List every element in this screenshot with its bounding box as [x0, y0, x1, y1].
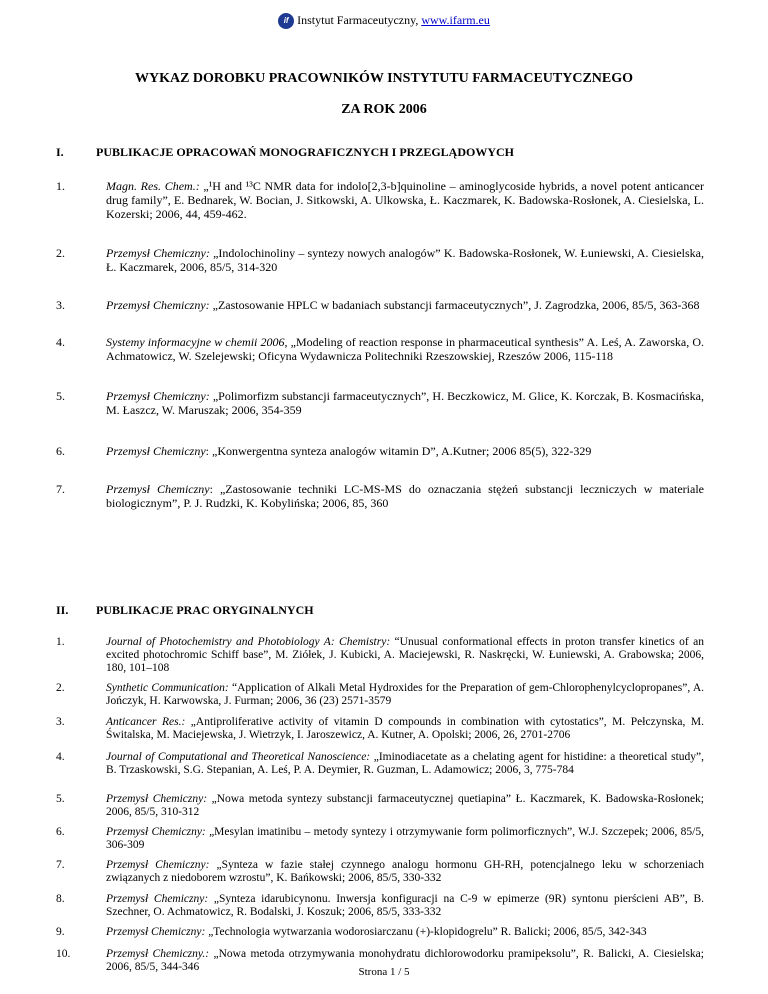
entry-number: 6.: [56, 826, 65, 838]
journal-name: Synthetic Communication:: [106, 682, 229, 694]
org-name: Instytut Farmaceutyczny,: [297, 13, 422, 27]
entry-text: „Iminodiacetate as a chelating agent for histidine: a theoretical study”, B. Trzaskowski, S.G. Stepanian, A. Leś, P. A. Deymier, R. Guzman, L. Adamowicz; 2006, 3, 775-784: [106, 751, 704, 776]
entry-text: “Unusual conformational effects in proton transfer kinetics of an excited photochromic Schiff base”, M. Ziółek, J. Kubicki, A. Maciejewski, R. Naskręcki, W. Łuniewski, A. Grabowska; 2006, 180, 101–108: [106, 636, 704, 674]
journal-name: Anticancer Res.:: [106, 716, 186, 728]
journal-name: Przemysł Chemiczny: [106, 482, 210, 496]
entry-number: 4.: [56, 335, 65, 349]
publication-entry: [56, 246, 704, 274]
entry-text: “Application of Alkali Metal Hydroxides for the Preparation of gem-Chlorophenylcyclopropanes”, A. Jończyk, H. Karwowska, J. Furman; 2006, 36 (23) 2571-3579: [106, 682, 705, 707]
entry-number: 7.: [56, 482, 65, 496]
journal-name: Przemysł Chemiczny:: [106, 926, 206, 938]
document-subtitle: ZA ROK 2006: [341, 102, 427, 117]
journal-name: Przemysł Chemiczny.:: [106, 948, 210, 960]
entry-text: „¹H and ¹³C NMR data for indolo[2,3-b]quinoline – aminoglycoside hybrids, a novel potent anticancer drug family”, E. Bednarek, W. Bocian, J. Sitkowski, A. Ulkowska, Ł. Kaczmarek, K. Badowska-Rosłonek, A. Ciesielska, L. Kozerski; 2006, 44, 459-462.: [106, 179, 704, 221]
section-heading-2: [56, 603, 314, 618]
journal-name: Przemysł Chemiczny: [106, 444, 206, 458]
journal-name: Przemysł Chemiczny:: [106, 793, 208, 805]
publication-entry: [56, 636, 704, 675]
publication-entry: [56, 859, 704, 885]
entry-number: 2.: [56, 682, 65, 694]
journal-name: Journal of Photochemistry and Photobiology A: Chemistry:: [106, 636, 391, 648]
entry-number: 7.: [56, 859, 65, 871]
page-footer: Strona 1 / 5: [358, 966, 410, 978]
entry-number: 5.: [56, 793, 65, 805]
website-link[interactable]: www.ifarm.eu: [421, 13, 490, 27]
publication-entry: [56, 682, 705, 708]
publication-entry: [56, 335, 704, 363]
section-title: PUBLIKACJE PRAC ORYGINALNYCH: [96, 603, 314, 617]
section-title: PUBLIKACJE OPRACOWAŃ MONOGRAFICZNYCH I PRZEGLĄDOWYCH: [96, 145, 515, 159]
entry-text: „Synteza w fazie stałej czynnego analogu hormonu GH-RH, potencjalnego leku w schorzeniach związanych z niedoborem wzrostu”, K. Bańkowski; 2006, 85/5, 330-332: [106, 859, 704, 884]
entry-text: „Nowa metoda syntezy substancji farmaceutycznej quetiapina” Ł. Kaczmarek, K. Badowska-Rosłonek; 2006, 85/5, 310-312: [106, 793, 704, 818]
entry-number: 1.: [56, 636, 65, 648]
entry-text: „Synteza idarubicynonu. Inwersja konfiguracji na C-9 w epimerze (9R) syntonu pierścieni AB”, B. Szechner, O. Achmatowicz, R. Bodalski, J. Koszuk; 2006, 85/5, 333-332: [106, 893, 704, 918]
institute-logo: if: [278, 13, 294, 29]
publication-entry: [56, 751, 704, 777]
journal-name: Journal of Computational and Theoretical Nanoscience:: [106, 751, 371, 763]
journal-name: Magn. Res. Chem.:: [106, 179, 200, 193]
publication-entry: [56, 716, 705, 742]
entry-text: , „Modeling of reaction response in pharmaceutical synthesis” A. Leś, A. Zaworska, O. Achmatowicz, W. Szelejewski; Oficyna Wydawnicza Politechniki Rzeszowskiej, Rzeszów 2006, 115-118: [106, 335, 704, 363]
journal-name: Systemy informacyjne w chemii 2006: [106, 335, 285, 349]
entry-number: 2.: [56, 246, 65, 260]
journal-name: Przemysł Chemiczny:: [106, 389, 210, 403]
journal-name: Przemysł Chemiczny:: [106, 246, 210, 260]
section-number: II.: [56, 603, 69, 617]
publication-entry: [56, 389, 705, 417]
entry-number: 1.: [56, 179, 65, 193]
entry-text: „Polimorfizm substancji farmaceutycznych”, H. Beczkowicz, M. Glice, K. Korczak, B. Kosmacińska, M. Łaszcz, W. Maruszak; 2006, 354-359: [106, 389, 705, 417]
page-header: [0, 12, 768, 29]
entry-number: 10.: [56, 948, 71, 960]
journal-name: Przemysł Chemiczny:: [106, 859, 210, 871]
entry-number: 5.: [56, 389, 65, 403]
publication-entry: [56, 793, 704, 819]
entry-text: „Zastosowanie HPLC w badaniach substancji farmaceutycznych”, J. Zagrodzka, 2006, 85/5, 363-368: [209, 298, 700, 312]
entry-number: 9.: [56, 926, 65, 938]
entry-number: 8.: [56, 893, 65, 905]
entry-text: „Indolochinoliny – syntezy nowych analogów” K. Badowska-Rosłonek, W. Łuniewski, A. Ciesielska, Ł. Kaczmarek, 2006, 85/5, 314-320: [106, 246, 704, 274]
section-number: I.: [56, 145, 64, 159]
entry-text: : „Konwergentna synteza analogów witamin D”, A.Kutner; 2006 85(5), 322-329: [205, 444, 592, 458]
document-title: WYKAZ DOROBKU PRACOWNIKÓW INSTYTUTU FARMACEUTYCZNEGO: [134, 71, 634, 86]
journal-name: Przemysł Chemiczny:: [106, 826, 206, 838]
entry-number: 6.: [56, 444, 65, 458]
publication-entry: [56, 826, 704, 852]
journal-name: Przemysł Chemiczny:: [106, 893, 209, 905]
entry-number: 3.: [56, 298, 65, 312]
entry-number: 4.: [56, 751, 65, 763]
section-heading-1: [56, 145, 515, 160]
entry-text: „Antiproliferative activity of vitamin D compounds in combination with cytostatics”, M. Pełczynska, M. Świtalska, M. Maciejewska, J. Wietrzyk, I. Jaroszewicz, A. Kutner, A. Opolski; 2006, 26, 2701-2706: [106, 716, 705, 741]
entry-number: 3.: [56, 716, 65, 728]
publication-entry: [56, 893, 704, 919]
publication-entry: [56, 179, 704, 221]
entry-text: „Mesylan imatinibu – metody syntezy i otrzymywanie form polimorficznych”, W.J. Szczepek; 2006, 85/5, 306-309: [106, 826, 704, 851]
entry-text: : „Zastosowanie techniki LC-MS-MS do oznaczania stężeń substancji leczniczych w materiale biologicznym”, P. J. Rudzki, K. Kobylińska; 2006, 85, 360: [106, 482, 704, 510]
entry-text: „Nowa metoda otrzymywania monohydratu dichlorowodorku pramipeksolu”, R. Balicki, A. Ciesielska; 2006, 85/5, 344-346: [106, 948, 704, 973]
entry-text: „Technologia wytwarzania wodorosiarczanu (+)-klopidogrelu” R. Balicki; 2006, 85/5, 342-343: [205, 926, 647, 938]
publication-entry: [56, 482, 704, 510]
journal-name: Przemysł Chemiczny:: [106, 298, 210, 312]
publication-entry: [56, 444, 704, 458]
publication-entry: [56, 926, 704, 939]
publication-entry: [56, 298, 704, 312]
